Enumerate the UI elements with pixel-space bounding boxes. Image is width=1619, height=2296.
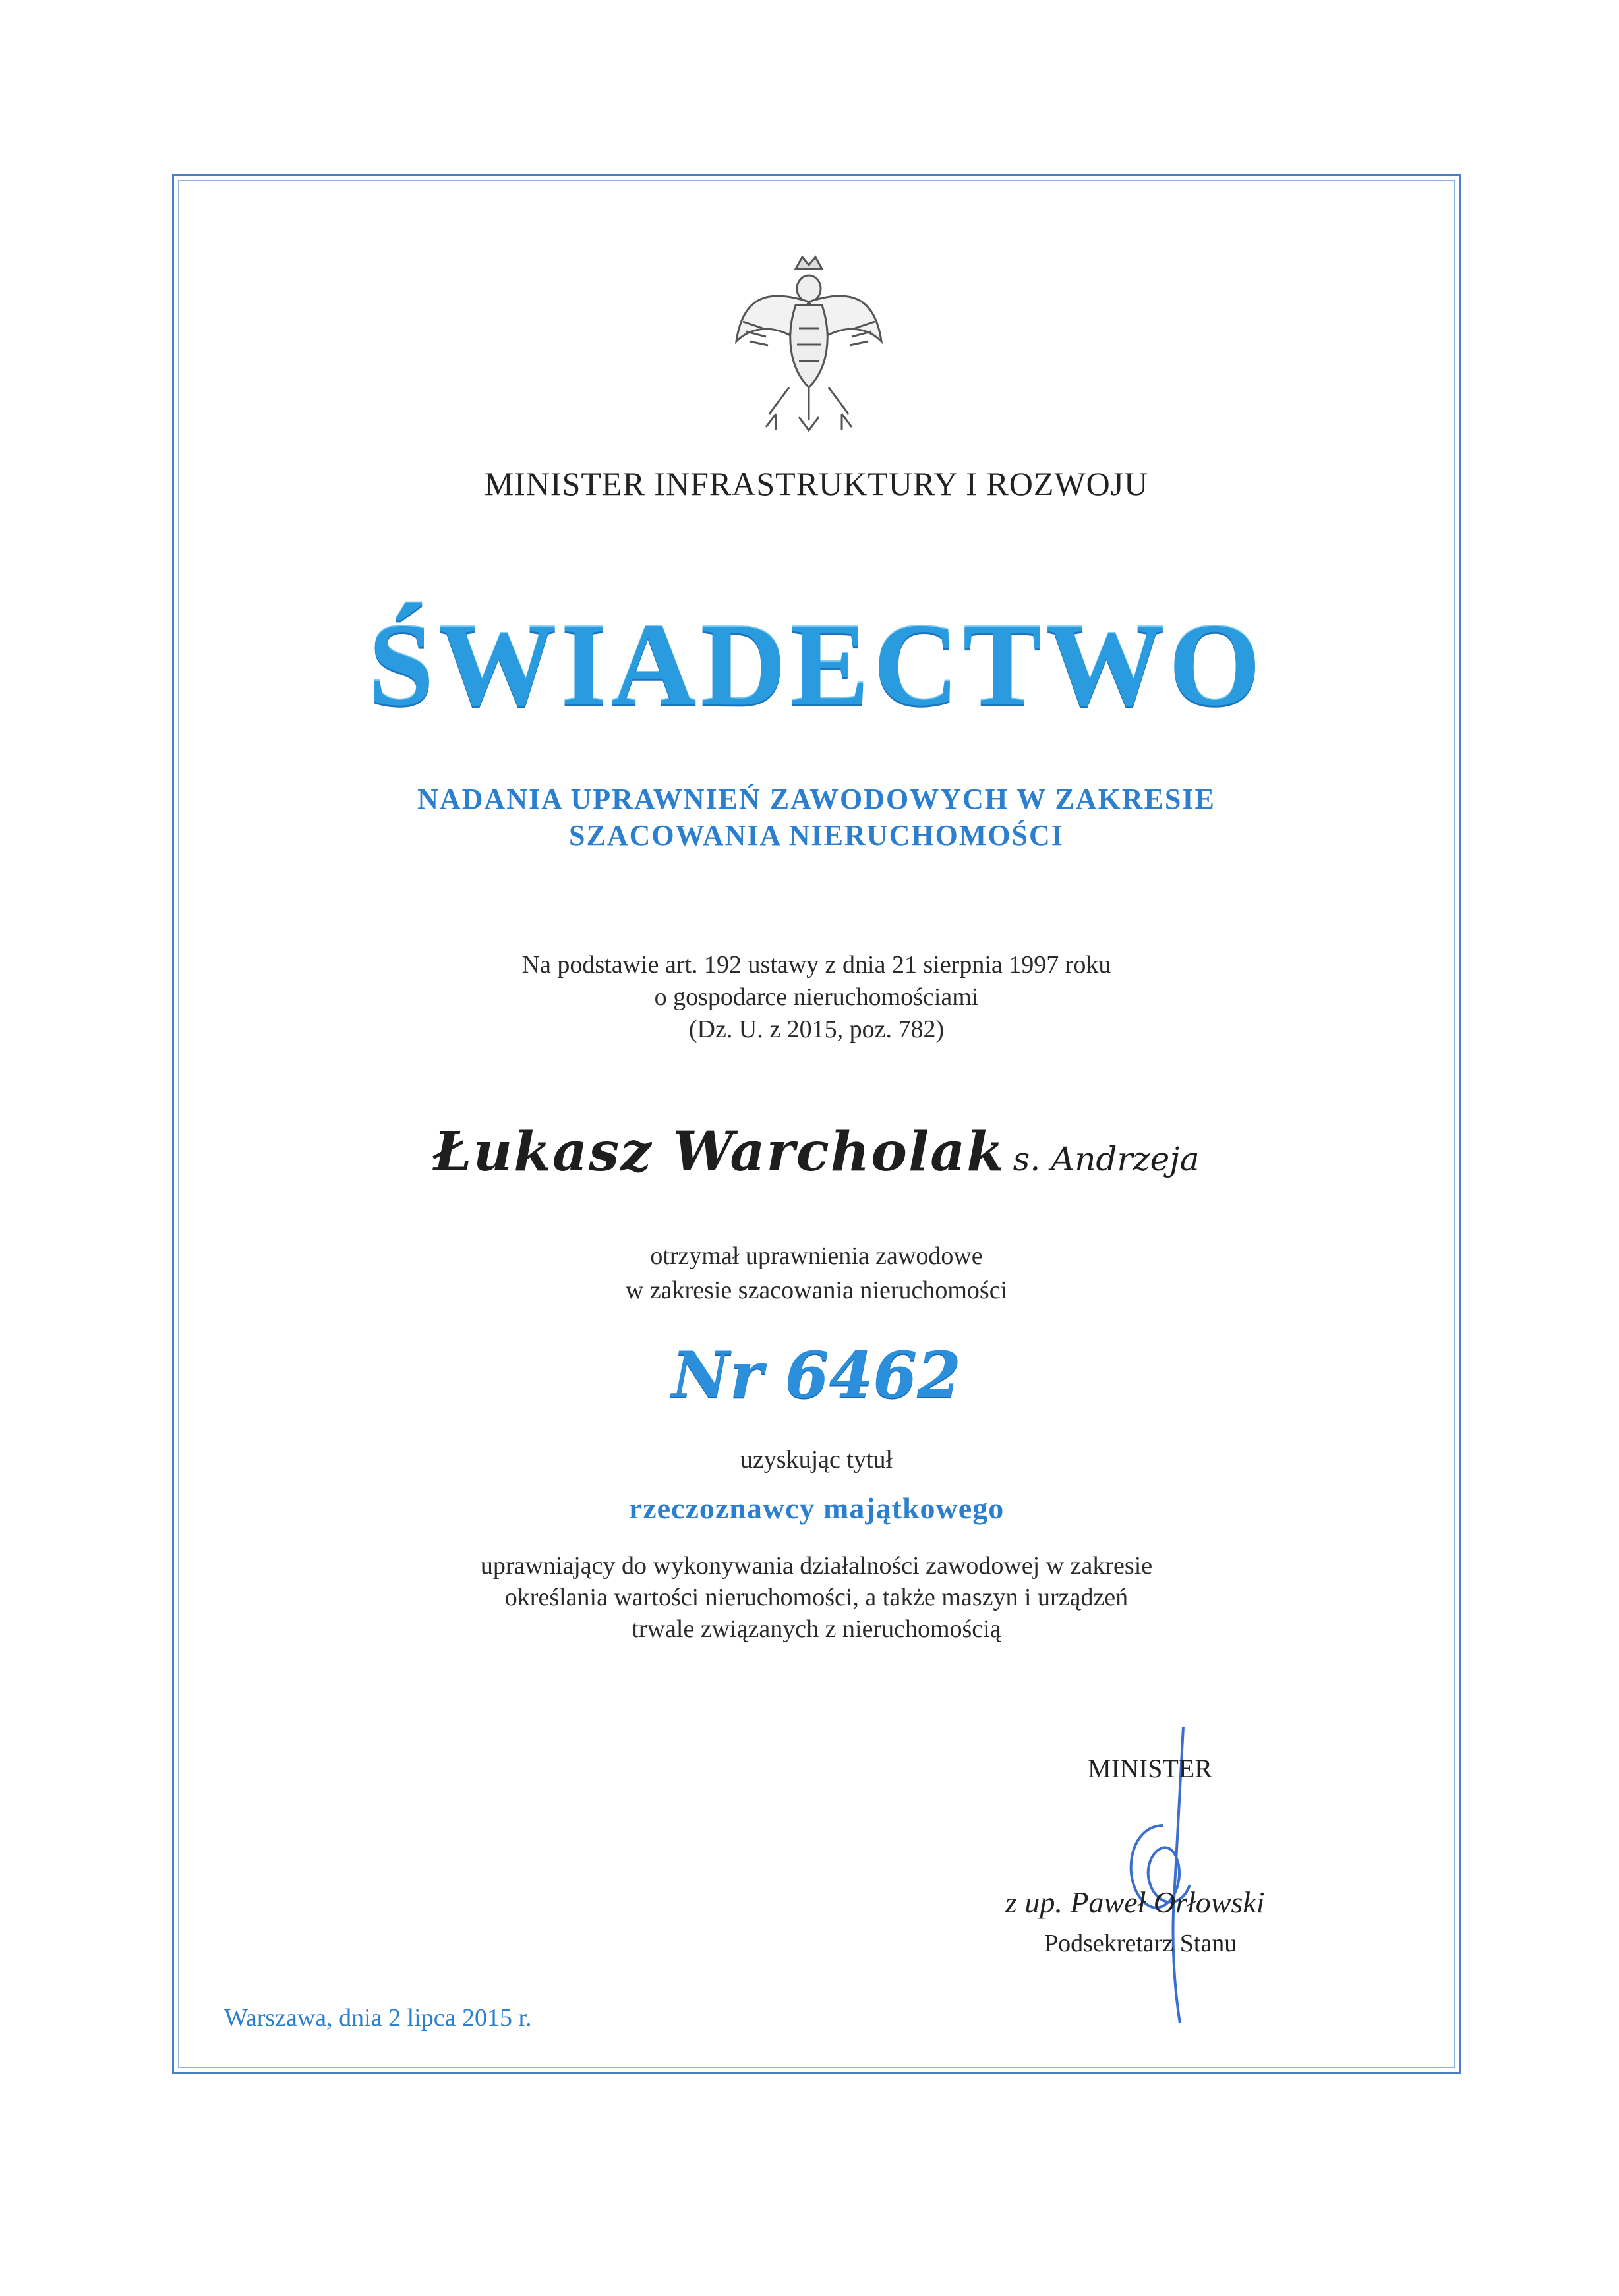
ministry-header: MINISTER INFRASTRUKTURY I ROZWOJU xyxy=(484,465,1149,502)
signatory-role: Podsekretarz Stanu xyxy=(1044,1930,1237,1957)
certificate-subtitle xyxy=(172,781,1461,853)
recipient-father: s. Andrzeja xyxy=(1013,1140,1200,1178)
gaining-title-text: uzyskując tytuł xyxy=(740,1446,893,1474)
polish-eagle-emblem-icon xyxy=(723,249,895,440)
scope-text xyxy=(172,1550,1461,1645)
recipient xyxy=(172,1120,1461,1184)
received-line-1: otrzymał uprawnienia zawodowe xyxy=(650,1242,983,1270)
scope-line-3: trwale związanych z nieruchomością xyxy=(632,1615,1001,1643)
profession-title: rzeczoznawcy majątkowego xyxy=(628,1491,1005,1525)
received-line-2: w zakresie szacowania nieruchomości xyxy=(625,1277,1008,1304)
subtitle-line-2: SZACOWANIA NIERUCHOMOŚCI xyxy=(569,819,1064,851)
certificate-title: ŚWIADECTWO xyxy=(368,599,1265,730)
signatory-name: z up. Paweł Orłowski xyxy=(1005,1885,1265,1919)
subtitle-line-1: NADANIA UPRAWNIEŃ ZAWODOWYCH W ZAKRESIE xyxy=(417,783,1216,815)
certificate-number: Nr 6462 xyxy=(672,1338,961,1412)
signatory-title: MINISTER xyxy=(1088,1754,1212,1783)
recipient-name: Łukasz Warcholak xyxy=(433,1120,1006,1184)
place-and-date: Warszawa, dnia 2 lipca 2015 r. xyxy=(224,2004,532,2032)
scope-line-1: uprawniający do wykonywania działalności zawodowej w zakresie xyxy=(480,1552,1153,1580)
legal-basis xyxy=(172,949,1461,1046)
scope-line-2: określania wartości nieruchomości, a także maszyn i urządzeń xyxy=(504,1584,1129,1611)
received-text xyxy=(172,1239,1461,1307)
legal-basis-line-1: Na podstawie art. 192 ustawy z dnia 21 sierpnia 1997 roku xyxy=(521,951,1111,979)
legal-basis-line-3: (Dz. U. z 2015, poz. 782) xyxy=(688,1016,945,1043)
legal-basis-line-2: o gospodarce nieruchomościami xyxy=(654,983,979,1011)
